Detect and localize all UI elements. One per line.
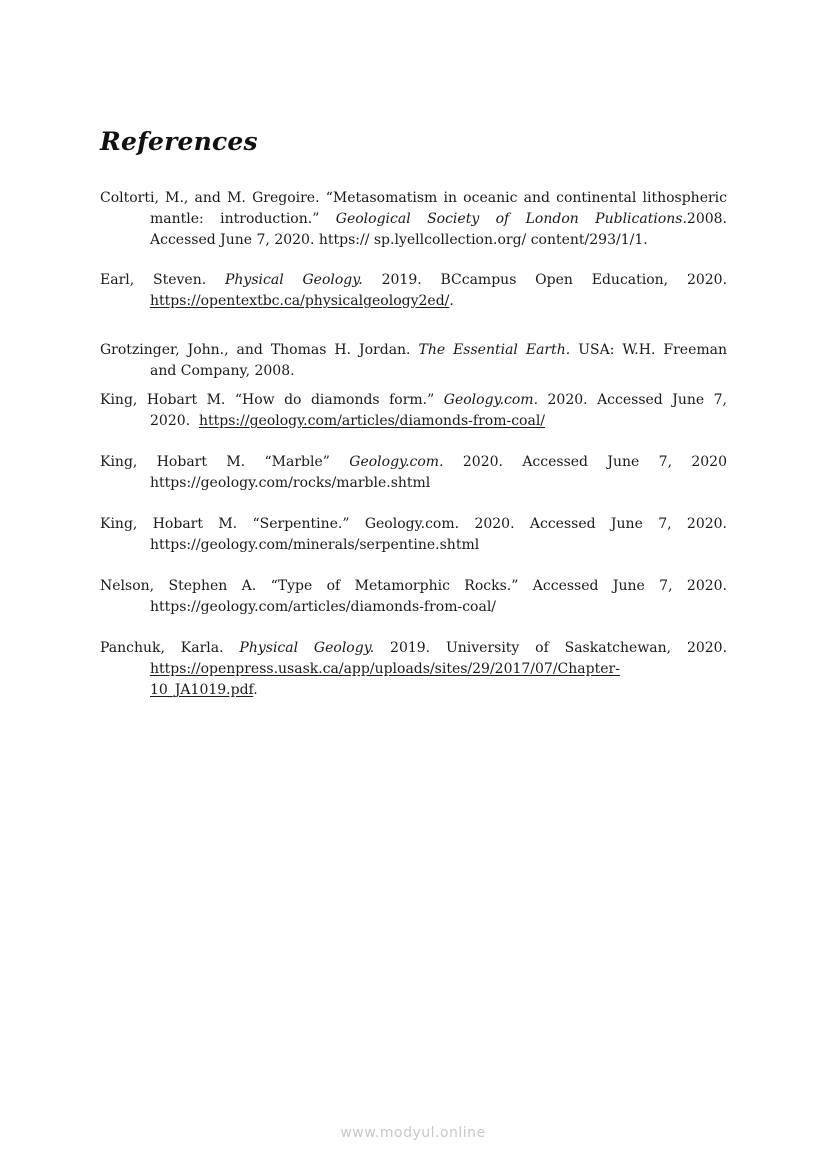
reference-link[interactable]: https://openpress.usask.ca/app/uploads/sites/29/2017/07/Chapter- xyxy=(150,661,620,677)
reference-king-serpentine xyxy=(100,514,727,556)
reference-line xyxy=(100,411,727,432)
reference-line: https://geology.com/rocks/marble.shtml xyxy=(150,475,431,491)
reference-king-diamonds xyxy=(100,390,727,432)
reference-text: . xyxy=(449,293,454,309)
reference-line xyxy=(100,390,727,411)
reference-link[interactable]: https://geology.com/articles/diamonds-from-coal/ xyxy=(199,413,546,429)
reference-line: Nelson, Stephen A. “Type of Metamorphic Rocks.” Accessed June 7, 2020. xyxy=(100,578,727,594)
reference-king-marble xyxy=(100,452,727,494)
reference-coltorti xyxy=(100,188,727,251)
reference-author: King, Hobart M. “How do diamonds form.” xyxy=(100,392,435,408)
reference-line xyxy=(100,209,727,230)
reference-text: mantle: introduction.” xyxy=(150,211,320,227)
reference-line: Coltorti, M., and M. Gregoire. “Metasomatism in oceanic and continental lithospheric xyxy=(100,190,727,206)
reference-earl xyxy=(100,270,727,312)
watermark-footer: www.modyul.online xyxy=(340,1125,486,1141)
reference-line xyxy=(100,291,727,312)
reference-text: 2019. University of Saskatchewan, 2020. xyxy=(390,640,728,656)
reference-author: Grotzinger, John., and Thomas H. Jordan. xyxy=(100,342,411,358)
reference-author: Panchuk, Karla. xyxy=(100,640,224,656)
reference-source-title: Physical Geology. xyxy=(225,272,363,288)
reference-source-title: The Essential Earth. xyxy=(418,342,571,358)
reference-source-title: Physical Geology. xyxy=(239,640,375,656)
reference-line xyxy=(100,680,727,701)
reference-source-title: Geology.com. xyxy=(349,454,444,470)
reference-source-title: Geology.com. xyxy=(443,392,539,408)
reference-source-title: Geological Society of London Publications. xyxy=(335,211,687,227)
reference-text: 2020. Accessed June 7, xyxy=(547,392,728,408)
reference-year: 2008. xyxy=(686,211,727,227)
reference-line: https://geology.com/articles/diamonds-from-coal/ xyxy=(150,599,497,615)
reference-text: USA: W.H. Freeman xyxy=(578,342,727,358)
reference-line: and Company, 2008. xyxy=(150,363,295,379)
reference-panchuk xyxy=(100,638,727,701)
reference-nelson xyxy=(100,576,727,618)
reference-year: 2020. xyxy=(150,413,191,429)
page-title: References xyxy=(100,127,258,156)
reference-author: King, Hobart M. “Marble” xyxy=(100,454,330,470)
reference-line xyxy=(100,452,727,473)
reference-line xyxy=(100,270,727,291)
reference-text: 2020. Accessed June 7, 2020 xyxy=(462,454,727,470)
reference-line: King, Hobart M. “Serpentine.” Geology.com. 2020. Accessed June 7, 2020. xyxy=(100,516,727,532)
reference-author: Earl, Steven. xyxy=(100,272,207,288)
reference-link[interactable]: https://opentextbc.ca/physicalgeology2ed/ xyxy=(150,293,450,309)
reference-link[interactable]: 10_JA1019.pdf xyxy=(150,682,254,698)
reference-line xyxy=(100,340,727,361)
reference-line: https://geology.com/minerals/serpentine.shtml xyxy=(150,537,480,553)
reference-text: . xyxy=(253,682,258,698)
reference-line xyxy=(100,659,727,680)
reference-grotzinger xyxy=(100,340,727,382)
reference-line: Accessed June 7, 2020. https:// sp.lyellcollection.org/ content/293/1/1. xyxy=(150,232,648,248)
reference-text: 2019. BCcampus Open Education, 2020. xyxy=(381,272,728,288)
reference-line xyxy=(100,638,727,659)
